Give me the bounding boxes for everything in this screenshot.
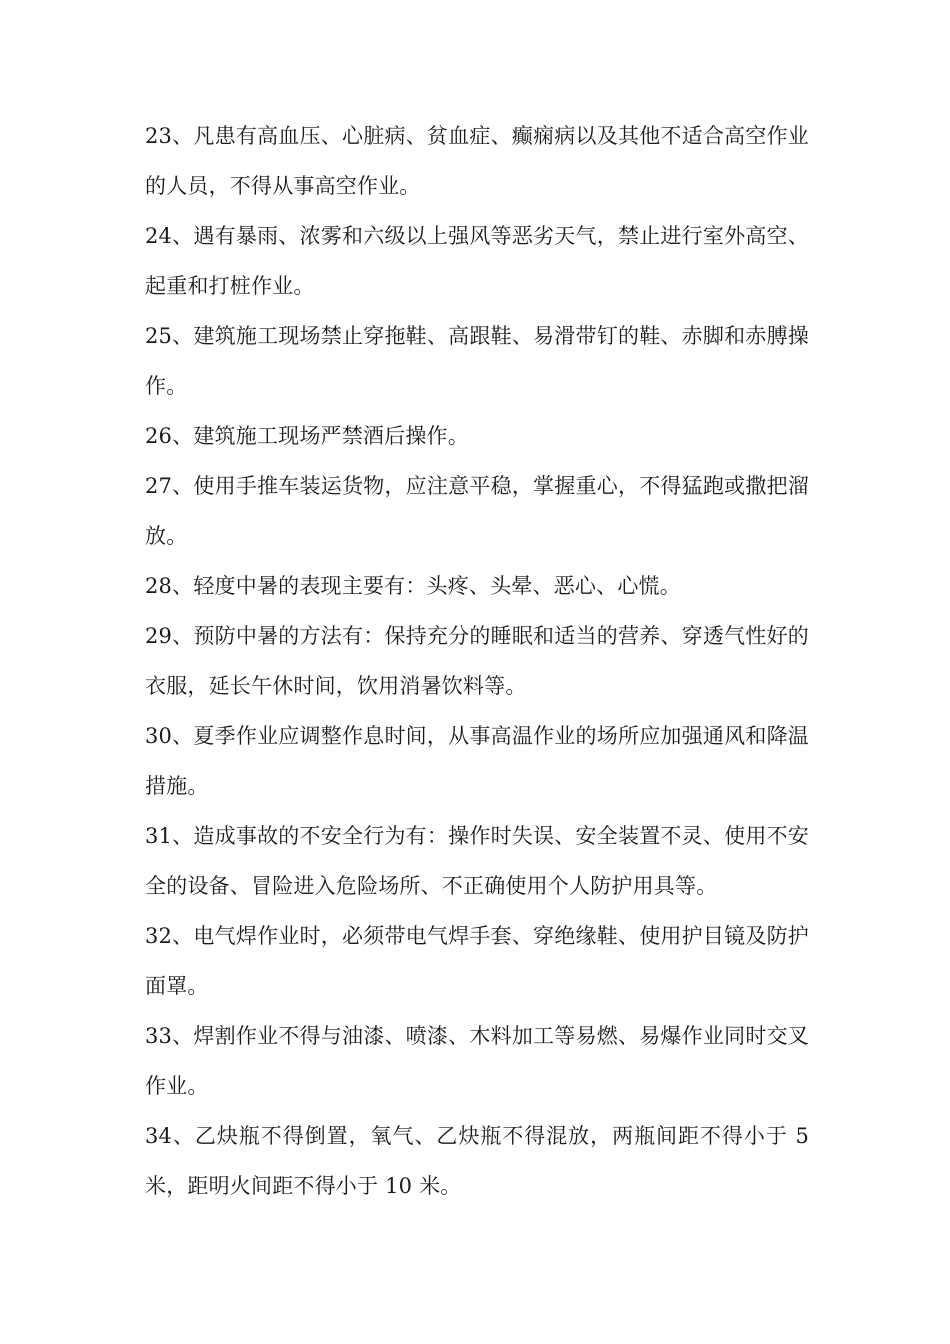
safety-rule-31: 31、造成事故的不安全行为有：操作时失误、安全装置不灵、使用不安全的设备、冒险进入危险场所、不正确使用个人防护用具等。	[145, 824, 809, 898]
safety-rule-33: 33、焊割作业不得与油漆、喷漆、木料加工等易燃、易爆作业同时交叉作业。	[145, 1024, 809, 1098]
document-body	[145, 111, 809, 1211]
safety-rule-25: 25、建筑施工现场禁止穿拖鞋、高跟鞋、易滑带钉的鞋、赤脚和赤膊操作。	[145, 324, 809, 398]
safety-rule-34: 34、乙炔瓶不得倒置，氧气、乙炔瓶不得混放，两瓶间距不得小于 5 米，距明火间距不得小于 10 米。	[145, 1124, 809, 1198]
safety-rule-23: 23、凡患有高血压、心脏病、贫血症、癫痫病以及其他不适合高空作业的人员，不得从事高空作业。	[145, 124, 809, 198]
safety-rule-26: 26、建筑施工现场严禁酒后操作。	[145, 424, 469, 448]
safety-rule-24: 24、遇有暴雨、浓雾和六级以上强风等恶劣天气，禁止进行室外高空、起重和打桩作业。	[145, 224, 809, 298]
safety-rule-29: 29、预防中暑的方法有：保持充分的睡眠和适当的营养、穿透气性好的衣服，延长午休时间，饮用消暑饮料等。	[145, 624, 809, 698]
safety-rule-30: 30、夏季作业应调整作息时间，从事高温作业的场所应加强通风和降温措施。	[145, 724, 809, 798]
safety-rule-27: 27、使用手推车装运货物，应注意平稳，掌握重心，不得猛跑或撒把溜放。	[145, 474, 809, 548]
safety-rule-32: 32、电气焊作业时，必须带电气焊手套、穿绝缘鞋、使用护目镜及防护面罩。	[145, 924, 809, 998]
safety-rule-28: 28、轻度中暑的表现主要有：头疼、头晕、恶心、心慌。	[145, 574, 681, 598]
